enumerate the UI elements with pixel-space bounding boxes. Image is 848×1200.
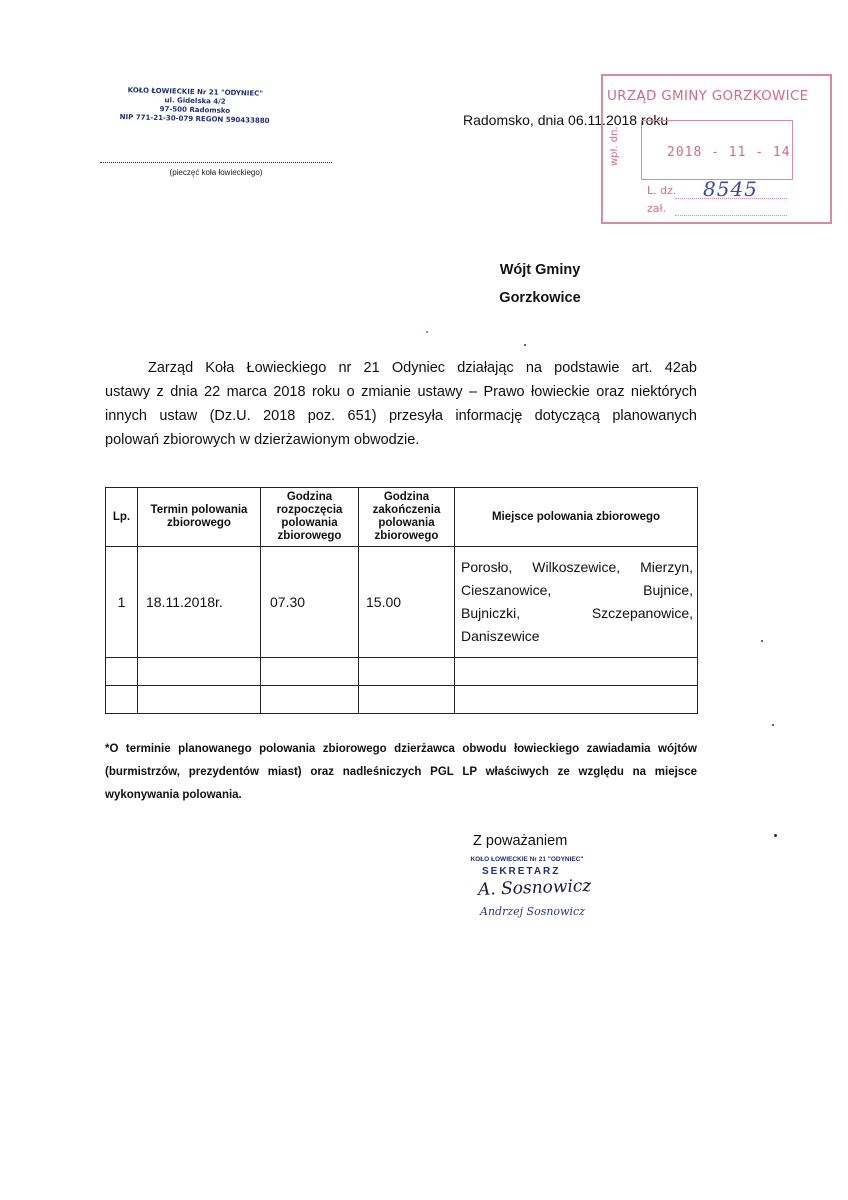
scan-speck: [524, 344, 526, 346]
signatory-name: Andrzej Sosnowicz: [480, 905, 585, 918]
cell-lp: 1: [106, 547, 138, 658]
registry-label: L. dz.: [647, 184, 677, 197]
scan-speck: [772, 724, 774, 726]
empty-cell: [359, 686, 455, 714]
cell-place: [455, 547, 698, 658]
body-line: polowań zbiorowych w dzierżawionym obwodzie.: [105, 432, 420, 448]
body-line: innych ustaw (Dz.U. 2018 poz. 651) przesyła informację dotyczącą planowanych: [105, 408, 697, 424]
header-place: Miejsce polowania zbiorowego: [455, 488, 698, 547]
scan-speck: [761, 640, 763, 642]
empty-cell: [455, 686, 698, 714]
received-label: wpł. dn.: [609, 126, 620, 166]
signature-stamp-role: SEKRETARZ: [482, 866, 561, 877]
sender-stamp-line: 97-500 Radomsko: [159, 105, 231, 115]
scan-speck: [774, 834, 777, 837]
cell-start: 07.30: [261, 547, 359, 658]
place-line: Porosło, Wilkoszewice, Mierzyn,: [461, 559, 693, 575]
place-line: Bujniczki, Szczepanowice,: [461, 605, 693, 621]
empty-cell: [106, 686, 138, 714]
table-row-empty: [106, 686, 698, 714]
header-date: Termin polowania zbiorowego: [138, 488, 261, 547]
registry-number: 8545: [703, 177, 758, 201]
handwritten-signature: A. Sosnowicz: [477, 876, 592, 900]
cell-date: 18.11.2018r.: [138, 547, 261, 658]
body-line: Zarząd Koła Łowieckiego nr 21 Odyniec działając na podstawie art. 42ab: [148, 360, 697, 376]
empty-cell: [261, 658, 359, 686]
scan-speck: [426, 331, 428, 333]
received-date: 2018 - 11 - 14: [667, 145, 791, 160]
stamp-dotted-line: [100, 162, 332, 163]
footnote-line: (burmistrzów, prezydentów miast) oraz nadleśniczych PGL LP właściwych ze względu na miejsce: [105, 766, 697, 778]
empty-cell: [455, 658, 698, 686]
table-row: [106, 547, 698, 658]
hunt-schedule-table: [105, 487, 698, 714]
empty-cell: [138, 658, 261, 686]
signature-stamp-org: KOŁO ŁOWIECKIE Nr 21 "ODYNIEC": [470, 856, 584, 863]
addressee: [470, 256, 610, 312]
closing-greeting: Z poważaniem: [473, 833, 568, 849]
attachment-dotted-line: [675, 215, 787, 216]
empty-cell: [138, 686, 261, 714]
header-start: Godzina rozpoczęcia polowania zbiorowego: [261, 488, 359, 547]
table-row-empty: [106, 658, 698, 686]
footnote: [105, 738, 697, 807]
attachment-label: zał.: [647, 202, 667, 215]
cell-end: 15.00: [359, 547, 455, 658]
body-line: ustawy z dnia 22 marca 2018 roku o zmianie ustawy – Prawo łowieckie oraz niektórych: [105, 384, 697, 400]
letter-body: [105, 356, 697, 452]
footnote-line: wykonywania polowania.: [105, 789, 242, 801]
sender-stamp-line: KOŁO ŁOWIECKIE Nr 21 "ODYNIEC": [127, 86, 264, 98]
sender-stamp: [100, 86, 291, 127]
place-line: Daniszewice: [461, 628, 540, 644]
sender-stamp-line: ul. Gidelska 4/2: [164, 96, 226, 106]
empty-cell: [359, 658, 455, 686]
empty-cell: [106, 658, 138, 686]
footnote-line: *O terminie planowanego polowania zbiorowego dzierżawca obwodu łowieckiego zawiadamia wójtów: [105, 743, 697, 755]
place-line: Cieszanowice, Bujnice,: [461, 582, 693, 598]
received-stamp: [601, 74, 832, 224]
sender-stamp-line: NIP 771-21-30-079 REGON 590433880: [119, 113, 270, 125]
header-lp: Lp.: [106, 488, 138, 547]
table-header-row: [106, 488, 698, 547]
stamp-caption: (pieczęć koła łowieckiego): [169, 168, 263, 177]
empty-cell: [261, 686, 359, 714]
header-end: Godzina zakończenia polowania zbiorowego: [359, 488, 455, 547]
received-stamp-office: URZĄD GMINY GORZKOWICE: [607, 88, 809, 104]
addressee-line: Gorzkowice: [499, 290, 581, 306]
place-date: Radomsko, dnia 06.11.2018 roku: [463, 112, 669, 128]
addressee-line: Wójt Gminy: [499, 262, 581, 278]
